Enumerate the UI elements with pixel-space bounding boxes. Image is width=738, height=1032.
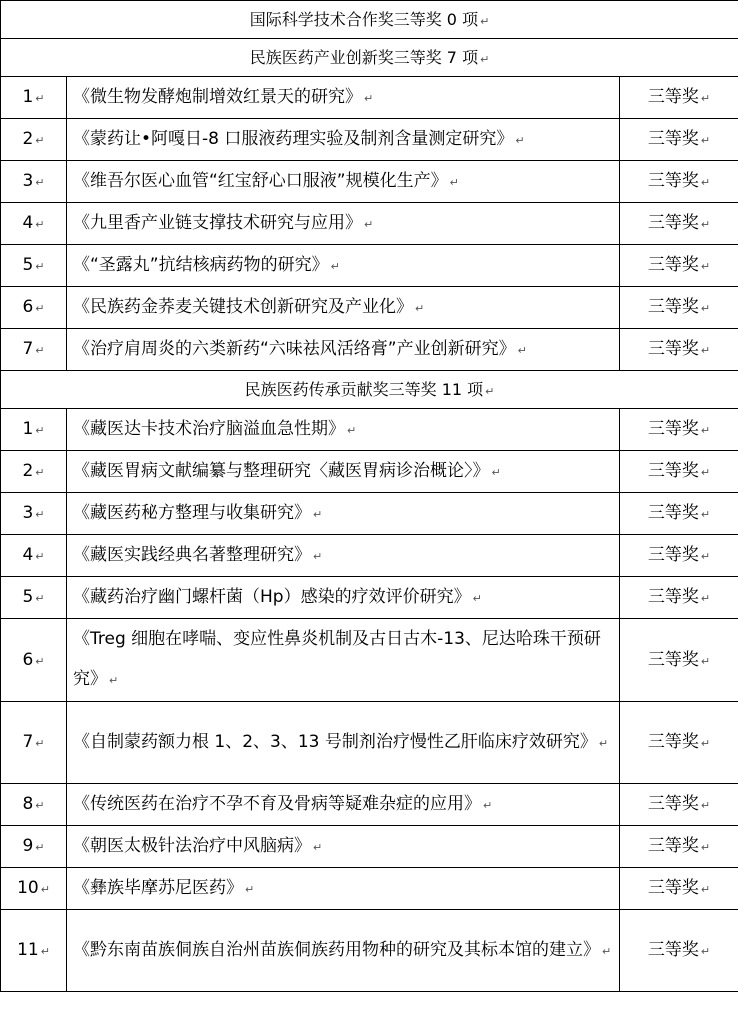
table-row [1,119,738,161]
award-grade: 三等奖 ↵ [620,77,738,119]
award-grade: 三等奖 ↵ [620,203,738,245]
award-grade: 三等奖 ↵ [620,577,738,619]
table-row [1,702,738,784]
project-title: 《自制蒙药额力根 1、2、3、13 号制剂治疗慢性乙肝临床疗效研究》 ↵ [67,702,620,784]
award-grade: 三等奖 ↵ [620,161,738,203]
award-grade: 三等奖 ↵ [620,451,738,493]
project-title: 《藏医药秘方整理与收集研究》 ↵ [67,493,620,535]
award-grade: 三等奖 ↵ [620,910,738,992]
table-row [1,77,738,119]
row-number: 8 ↵ [1,784,67,826]
award-grade: 三等奖 ↵ [620,868,738,910]
table-row [1,577,738,619]
project-title: 《黔东南苗族侗族自治州苗族侗族药用物种的研究及其标本馆的建立》 ↵ [67,910,620,992]
table-row [1,784,738,826]
award-grade: 三等奖 ↵ [620,784,738,826]
row-number: 6 ↵ [1,287,67,329]
table-row [1,409,738,451]
project-title: 《Treg 细胞在哮喘、变应性鼻炎机制及古日古木-13、尼达哈珠干预研究》 ↵ [67,619,620,702]
section-heading: 民族医药产业创新奖三等奖 7 项 ↵ [1,39,738,77]
project-title: 《民族药金荞麦关键技术创新研究及产业化》 ↵ [67,287,620,329]
row-number: 2 ↵ [1,119,67,161]
section-header [1,39,738,77]
row-number: 1 ↵ [1,409,67,451]
table-row [1,493,738,535]
row-number: 11 ↵ [1,910,67,992]
section-heading: 民族医药传承贡献奖三等奖 11 项 ↵ [1,371,738,409]
table-row [1,451,738,493]
award-grade: 三等奖 ↵ [620,287,738,329]
section-heading: 国际科学技术合作奖三等奖 0 项 ↵ [1,1,738,39]
row-number: 3 ↵ [1,161,67,203]
table-row [1,868,738,910]
award-grade: 三等奖 ↵ [620,493,738,535]
project-title: 《微生物发酵炮制增效红景天的研究》 ↵ [67,77,620,119]
project-title: 《治疗肩周炎的六类新药“六味祛风活络膏”产业创新研究》 ↵ [67,329,620,371]
project-title: 《藏医胃病文献编纂与整理研究〈藏医胃病诊治概论〉》 ↵ [67,451,620,493]
row-number: 6 ↵ [1,619,67,702]
row-number: 5 ↵ [1,577,67,619]
table-row [1,161,738,203]
project-title: 《彝族毕摩苏尼医药》 ↵ [67,868,620,910]
project-title: 《藏医达卡技术治疗脑溢血急性期》 ↵ [67,409,620,451]
row-number: 5 ↵ [1,245,67,287]
row-number: 7 ↵ [1,702,67,784]
row-number: 3 ↵ [1,493,67,535]
row-number: 2 ↵ [1,451,67,493]
table-row [1,535,738,577]
project-title: 《维吾尔医心血管“红宝舒心口服液”规模化生产》 ↵ [67,161,620,203]
table-row [1,826,738,868]
award-grade: 三等奖 ↵ [620,119,738,161]
project-title: 《传统医药在治疗不孕不育及骨病等疑难杂症的应用》 ↵ [67,784,620,826]
row-number: 10 ↵ [1,868,67,910]
row-number: 4 ↵ [1,535,67,577]
section-header [1,1,738,39]
project-title: 《“圣露丸”抗结核病药物的研究》 ↵ [67,245,620,287]
award-grade: 三等奖 ↵ [620,245,738,287]
project-title: 《蒙药让•阿嘎日-8 口服液药理实验及制剂含量测定研究》 ↵ [67,119,620,161]
award-grade: 三等奖 ↵ [620,409,738,451]
table-row [1,619,738,702]
award-grade: 三等奖 ↵ [620,619,738,702]
award-grade: 三等奖 ↵ [620,826,738,868]
award-grade: 三等奖 ↵ [620,535,738,577]
row-number: 9 ↵ [1,826,67,868]
project-title: 《朝医太极针法治疗中风脑病》 ↵ [67,826,620,868]
table-row [1,245,738,287]
section-header [1,371,738,409]
row-number: 1 ↵ [1,77,67,119]
award-grade: 三等奖 ↵ [620,329,738,371]
table-row [1,287,738,329]
table-row [1,329,738,371]
table-row [1,203,738,245]
project-title: 《藏药治疗幽门螺杆菌（Hp）感染的疗效评价研究》 ↵ [67,577,620,619]
row-number: 4 ↵ [1,203,67,245]
project-title: 《九里香产业链支撑技术研究与应用》 ↵ [67,203,620,245]
row-number: 7 ↵ [1,329,67,371]
table-row [1,910,738,992]
award-grade: 三等奖 ↵ [620,702,738,784]
project-title: 《藏医实践经典名著整理研究》 ↵ [67,535,620,577]
